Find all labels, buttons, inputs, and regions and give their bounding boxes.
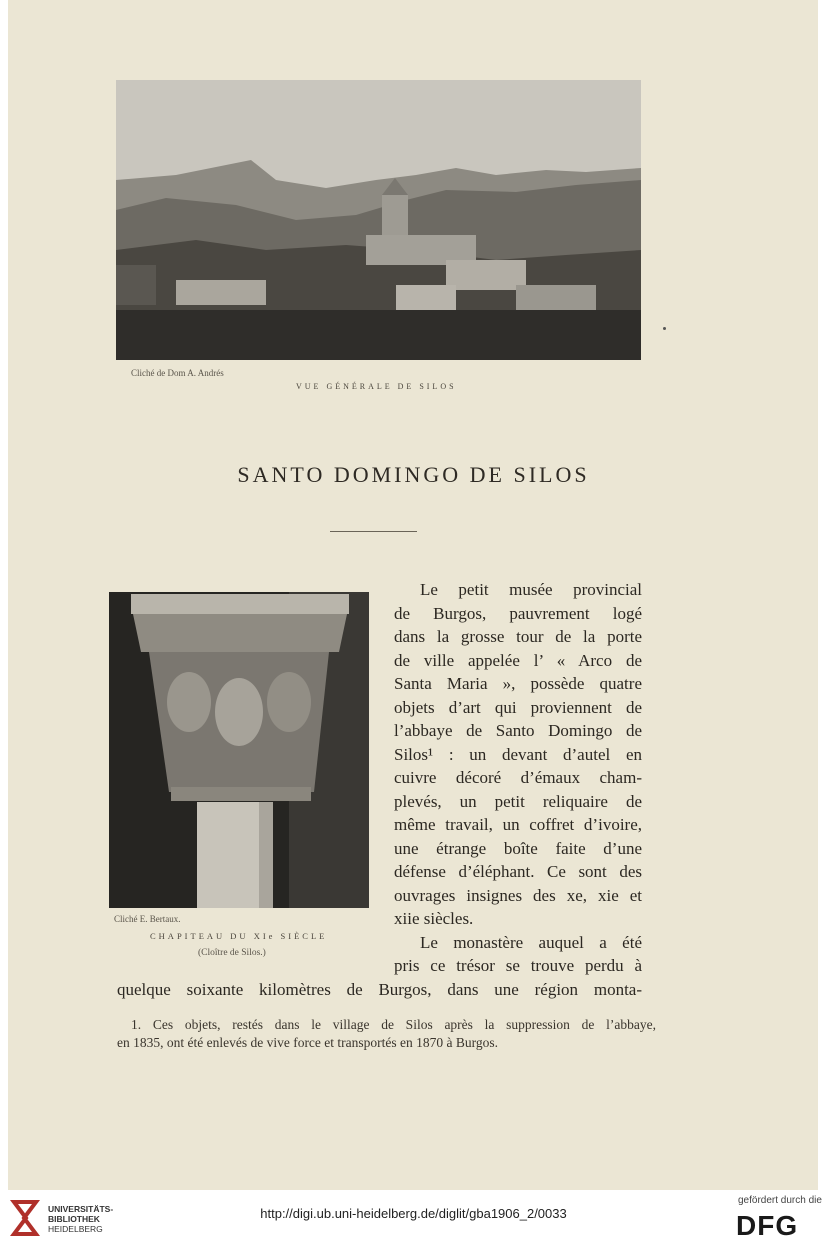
body-full-width-line: quelque soixante kilomètres de Burgos, dans une région monta- xyxy=(117,980,642,999)
photo-capital-column xyxy=(109,592,369,908)
margin-dot xyxy=(663,327,666,330)
photo-general-view-silos xyxy=(116,80,641,360)
capital-photo-caption: CHAPITEAU DU XIe SIÈCLE xyxy=(150,931,328,941)
body-line: Santa Maria », possède quatre xyxy=(394,674,642,693)
body-line: une étrange boîte faite d’une xyxy=(394,838,642,858)
capital-photo-credit: Cliché E. Bertaux. xyxy=(114,914,181,924)
body-line: de ville appelée l’ « Arco de xyxy=(394,650,642,670)
footnote-line-2: en 1835, ont été enlevés de vive force et transportés en 1870 à Burgos. xyxy=(117,1035,499,1050)
dfg-logo: DFG xyxy=(736,1210,799,1241)
body-line: xiie siècles. xyxy=(394,909,474,928)
body-line: plevés, un petit reliquaire de xyxy=(394,791,642,811)
body-line: défense d’éléphant. Ce sont des xyxy=(394,862,642,881)
body-line: cuivre décoré d’émaux cham- xyxy=(394,768,642,787)
footnote-line-1: 1. Ces objets, restés dans le village de Silos après la suppression de l’abbaye, xyxy=(131,1017,656,1032)
library-name-line-3: HEIDELBERG xyxy=(48,1224,103,1234)
body-line: ouvrages insignes des xe, xie et xyxy=(394,885,642,905)
body-line: dans la grosse tour de la porte xyxy=(394,627,642,646)
article-title: SANTO DOMINGO DE SILOS xyxy=(237,462,590,487)
body-line: même travail, un coffret d’ivoire, xyxy=(394,815,642,834)
body-text-column xyxy=(394,578,642,978)
library-name-line-2: BIBLIOTHEK xyxy=(48,1214,100,1224)
body-line: Le petit musée provincial xyxy=(420,580,642,599)
library-name-line-1: UNIVERSITÄTS- xyxy=(48,1204,114,1214)
capital-photo-subcaption: (Cloître de Silos.) xyxy=(198,948,266,958)
body-line: objets d’art qui proviennent de xyxy=(394,697,642,717)
body-line: pris ce trésor se trouve perdu à xyxy=(394,956,642,975)
funded-by-label: gefördert durch die xyxy=(738,1195,822,1206)
body-line: Le monastère auquel a été xyxy=(420,932,642,952)
body-line: de Burgos, pauvrement logé xyxy=(394,603,642,623)
top-photo-caption: VUE GÉNÉRALE DE SILOS xyxy=(296,382,457,391)
title-rule xyxy=(330,531,417,532)
top-photo-credit: Cliché de Dom A. Andrés xyxy=(131,368,224,378)
source-url-link[interactable]: http://digi.ub.uni-heidelberg.de/diglit/gba1906_2/0033 xyxy=(260,1206,567,1221)
body-line: l’abbaye de Santo Domingo de xyxy=(394,721,642,740)
body-line: Silos¹ : un devant d’autel en xyxy=(394,744,642,764)
